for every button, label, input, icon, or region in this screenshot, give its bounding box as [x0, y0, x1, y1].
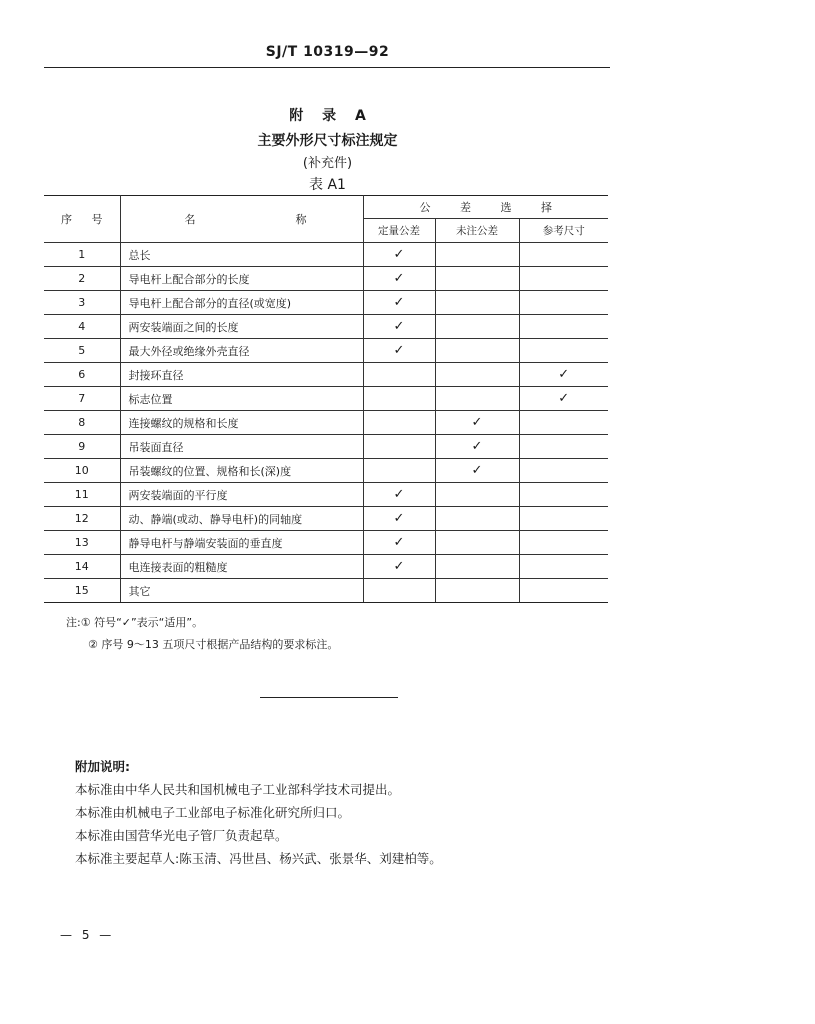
table-row — [44, 339, 608, 363]
row-seq: 15 — [44, 579, 120, 603]
supplementary-title: 附加说明: — [75, 759, 130, 774]
appendix-title: 附 录 A — [289, 108, 366, 124]
check-icon: ✓ — [393, 511, 405, 526]
supplementary-line: 本标准由机械电子工业部电子标准化研究所归口。 — [75, 805, 351, 820]
row-name: 总长 — [120, 243, 363, 267]
row-seq: 9 — [44, 435, 120, 459]
table-row — [44, 243, 608, 267]
row-seq: 11 — [44, 483, 120, 507]
row-name: 两安装端面之间的长度 — [120, 315, 363, 339]
row-name: 最大外径或绝缘外壳直径 — [120, 339, 363, 363]
table-row — [44, 435, 608, 459]
note-2: ② 序号 9～13 五项尺寸根据产品结构的要求标注。 — [88, 638, 339, 651]
row-seq: 14 — [44, 555, 120, 579]
table-body — [44, 243, 608, 603]
check-icon: ✓ — [393, 319, 405, 334]
page-number: — 5 — — [60, 928, 112, 942]
header-reference-dimension: 参考尺寸 — [519, 219, 608, 243]
note-1: 注:① 符号“✓”表示“适用”。 — [66, 616, 204, 629]
header-name-left: 名 — [184, 213, 196, 226]
row-seq: 5 — [44, 339, 120, 363]
check-icon: ✓ — [558, 391, 570, 406]
table-caption: 表 A1 — [309, 177, 346, 193]
check-icon: ✓ — [393, 487, 405, 502]
table-row — [44, 555, 608, 579]
row-name: 电连接表面的粗糙度 — [120, 555, 363, 579]
row-name: 静导电杆与静端安装面的垂直度 — [120, 531, 363, 555]
row-seq: 4 — [44, 315, 120, 339]
row-seq: 13 — [44, 531, 120, 555]
standard-code: SJ/T 10319—92 — [265, 44, 390, 60]
row-name: 导电杆上配合部分的长度 — [120, 267, 363, 291]
check-icon: ✓ — [393, 343, 405, 358]
check-icon: ✓ — [393, 271, 405, 286]
row-seq: 12 — [44, 507, 120, 531]
row-name: 两安装端面的平行度 — [120, 483, 363, 507]
header-rule — [44, 67, 610, 68]
row-name: 标志位置 — [120, 387, 363, 411]
supplementary-line: 本标准主要起草人:陈玉清、冯世昌、杨兴武、张景华、刘建柏等。 — [75, 851, 442, 866]
check-icon: ✓ — [558, 367, 570, 382]
check-icon: ✓ — [393, 535, 405, 550]
row-name: 连接螺纹的规格和长度 — [120, 411, 363, 435]
table-row — [44, 531, 608, 555]
supplementary-notes — [75, 755, 442, 870]
table-notes — [66, 612, 338, 656]
table-row — [44, 267, 608, 291]
row-name: 动、静端(或动、静导电杆)的同轴度 — [120, 507, 363, 531]
table-row — [44, 459, 608, 483]
check-icon: ✓ — [393, 247, 405, 262]
table-row — [44, 291, 608, 315]
row-seq: 2 — [44, 267, 120, 291]
table-row — [44, 483, 608, 507]
header-name-right: 称 — [295, 213, 307, 226]
document-title: 主要外形尺寸标注规定 — [257, 133, 398, 149]
row-seq: 6 — [44, 363, 120, 387]
section-divider — [260, 697, 398, 698]
header-seq: 序 号 — [44, 196, 120, 243]
header-name — [120, 196, 363, 243]
row-seq: 10 — [44, 459, 120, 483]
table-row — [44, 363, 608, 387]
row-seq: 7 — [44, 387, 120, 411]
row-name: 吊装螺纹的位置、规格和长(深)度 — [120, 459, 363, 483]
document-subtitle: (补充件) — [302, 156, 353, 171]
dimension-spec-table — [44, 195, 608, 603]
supplementary-line: 本标准由国营华光电子管厂负责起草。 — [75, 828, 288, 843]
header-fixed-tolerance: 定量公差 — [363, 219, 435, 243]
check-icon: ✓ — [471, 463, 483, 478]
table-row — [44, 507, 608, 531]
header-tolerance-group: 公 差 选 择 — [363, 196, 608, 219]
check-icon: ✓ — [471, 439, 483, 454]
row-name: 封接环直径 — [120, 363, 363, 387]
row-seq: 8 — [44, 411, 120, 435]
table-row — [44, 315, 608, 339]
row-name: 吊装面直径 — [120, 435, 363, 459]
supplementary-line: 本标准由中华人民共和国机械电子工业部科学技术司提出。 — [75, 782, 401, 797]
check-icon: ✓ — [393, 559, 405, 574]
header-unspecified-tolerance: 未注公差 — [435, 219, 519, 243]
row-seq: 1 — [44, 243, 120, 267]
row-seq: 3 — [44, 291, 120, 315]
table-row — [44, 579, 608, 603]
table-row — [44, 387, 608, 411]
check-icon: ✓ — [471, 415, 483, 430]
row-name: 导电杆上配合部分的直径(或宽度) — [120, 291, 363, 315]
table-row — [44, 411, 608, 435]
row-name: 其它 — [120, 579, 363, 603]
check-icon: ✓ — [393, 295, 405, 310]
